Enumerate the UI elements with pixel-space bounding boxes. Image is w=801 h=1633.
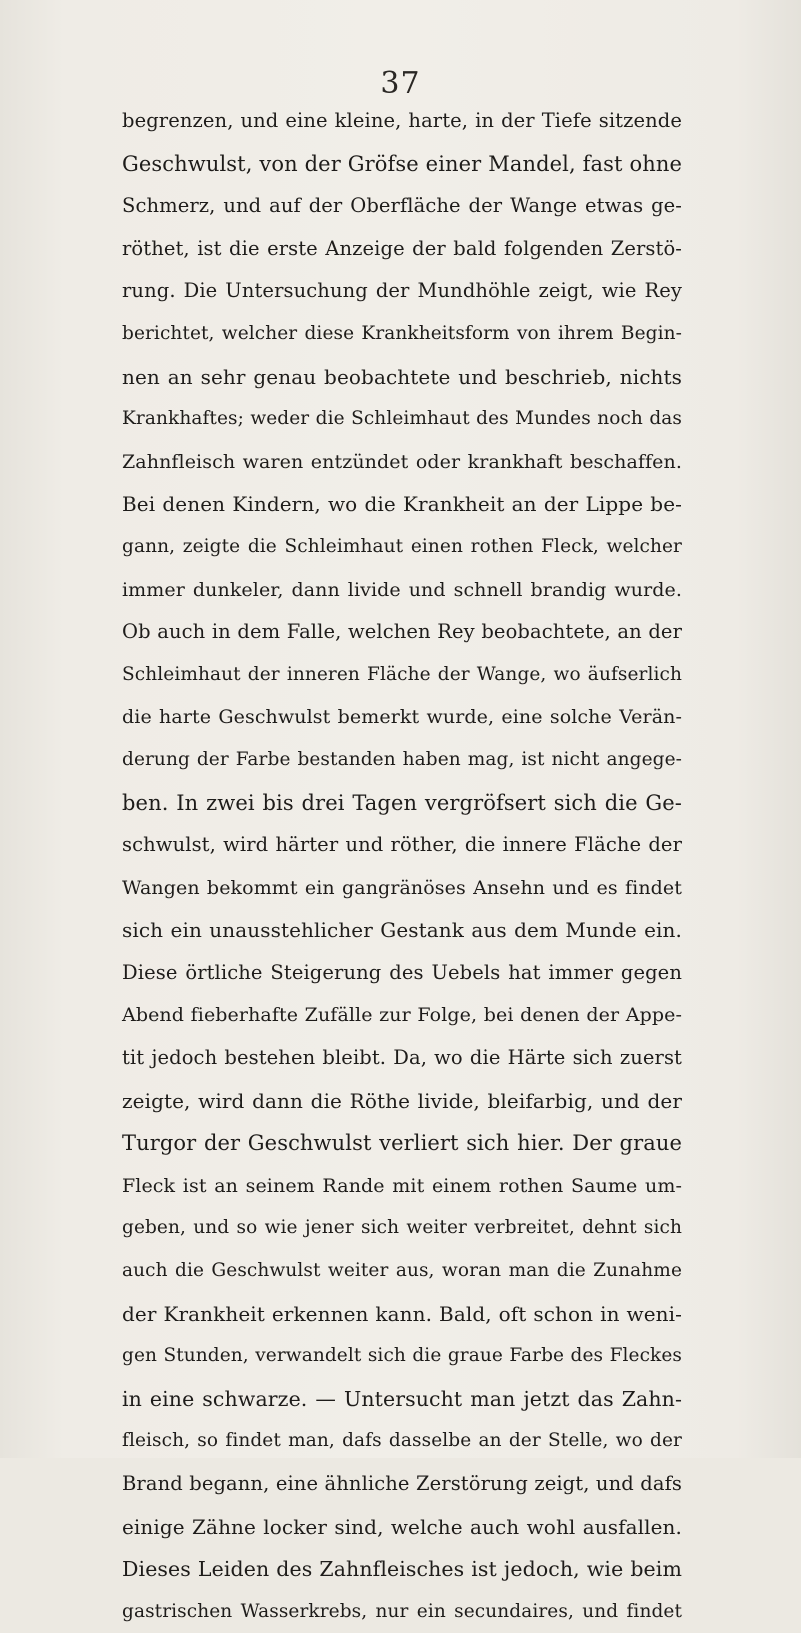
text-line: Zahnfleisch waren entzündet oder krankhaft beschaffen. <box>122 450 682 473</box>
text-line: gann, zeigte die Schleimhaut einen rothen Fleck, welcher <box>122 535 682 557</box>
text-line: berichtet, welcher diese Krankheitsform von ihrem Begin- <box>122 322 682 344</box>
text-line: tit jedoch bestehen bleibt. Da, wo die Härte sich zuerst <box>122 1046 682 1070</box>
text-line: Diese örtliche Steigerung des Uebels hat immer gegen <box>122 960 682 984</box>
text-line: schwulst, wird härter und röther, die innere Fläche der <box>122 833 682 857</box>
text-line: ben. In zwei bis drei Tagen vergröfsert sich die Ge- <box>122 790 682 815</box>
text-line: gen Stunden, verwandelt sich die graue Farbe des Fleckes <box>122 1345 682 1367</box>
text-line: in eine schwarze. — Untersucht man jetzt das Zahn- <box>122 1386 682 1411</box>
text-line: Krankhaftes; weder die Schleimhaut des Mundes noch das <box>122 408 682 430</box>
text-line: zeigte, wird dann die Röthe livide, bleifarbig, und der <box>122 1088 682 1113</box>
page-number: 37 <box>380 66 421 101</box>
text-line: derung der Farbe bestanden haben mag, ist nicht angege- <box>122 748 682 770</box>
text-line: rung. Die Untersuchung der Mundhöhle zeigt, wie Rey <box>122 279 682 303</box>
text-line: Dieses Leiden des Zahnfleisches ist jedoch, wie beim <box>122 1557 682 1582</box>
text-line: Wangen bekommt ein gangränöses Ansehn und es findet <box>122 876 682 899</box>
text-line: Abend fieberhafte Zufälle zur Folge, bei denen der Appe- <box>122 1004 682 1027</box>
text-line: der Krankheit erkennen kann. Bald, oft schon in weni- <box>122 1301 682 1326</box>
text-line: Turgor der Geschwulst verliert sich hier. Der graue <box>122 1131 682 1156</box>
text-line: Fleck ist an seinem Rande mit einem rothen Saume um- <box>122 1174 682 1197</box>
text-line: geben, und so wie jener sich weiter verbreitet, dehnt sich <box>122 1217 682 1239</box>
text-line: einige Zähne locker sind, welche auch wohl ausfallen. <box>122 1514 682 1539</box>
text-line: Schleimhaut der inneren Fläche der Wange, wo äufserlich <box>122 663 682 685</box>
text-line: sich ein unausstehlicher Gestank aus dem Munde ein. <box>122 918 682 943</box>
text-line: die harte Geschwulst bemerkt wurde, eine solche Verän- <box>122 706 682 729</box>
text-line: röthet, ist die erste Anzeige der bald folgenden Zerstö- <box>122 236 682 260</box>
text-line: Brand begann, eine ähnliche Zerstörung zeigt, und dafs <box>122 1472 682 1495</box>
text-line: gastrischen Wasserkrebs, nur ein secundaires, und findet <box>122 1600 682 1622</box>
text-line: Schmerz, und auf der Oberfläche der Wange etwas ge- <box>122 194 682 218</box>
body-text <box>122 100 682 1633</box>
text-line: begrenzen, und eine kleine, harte, in der Tiefe sitzende <box>122 109 682 132</box>
text-line: auch die Geschwulst weiter aus, woran man die Zunahme <box>122 1260 682 1282</box>
text-line: immer dunkeler, dann livide und schnell brandig wurde. <box>122 578 682 601</box>
text-line: Geschwulst, von der Gröfse einer Mandel, fast ohne <box>122 151 682 176</box>
text-line: Bei denen Kindern, wo die Krankheit an der Lippe be- <box>122 492 682 517</box>
text-line: fleisch, so findet man, dafs dasselbe an der Stelle, wo der <box>122 1430 682 1452</box>
text-line: Ob auch in dem Falle, welchen Rey beobachtete, an der <box>122 620 682 644</box>
text-line: nen an sehr genau beobachtete und beschrieb, nichts <box>122 364 682 389</box>
